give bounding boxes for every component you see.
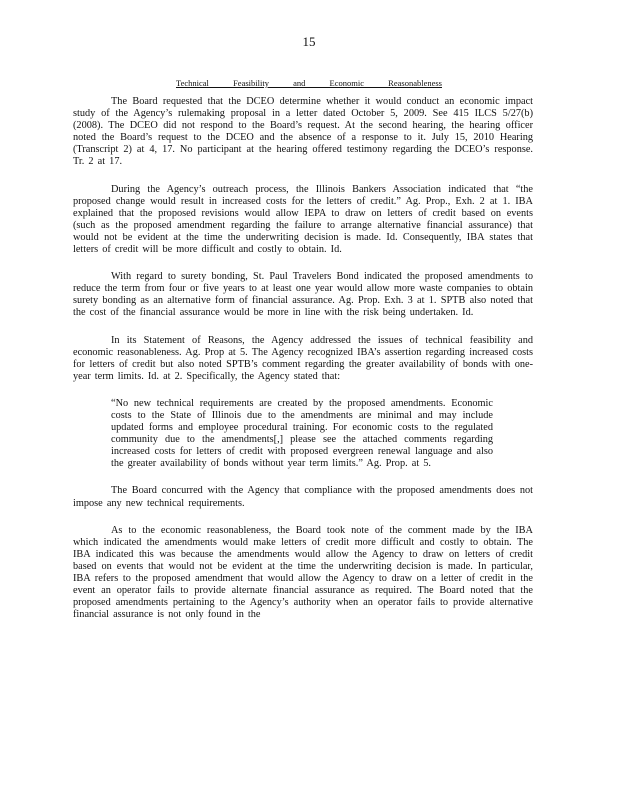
paragraph-board-concur: The Board concurred with the Agency that compliance with the proposed amendments does not impose any new technical requirements. <box>73 485 533 509</box>
paragraph-outreach-iba: During the Agency’s outreach process, the Illinois Bankers Association indicated that “the proposed change would result in increased costs for the letters of credit.” Ag. Prop., Exh. 2 at 1. IBA explained that the proposed revisions would allow IEPA to draw on letters of credit based on events (such as the proposed amendment regarding the failure to arrange alternative financial assurance) that would not be evident at the time the underwriting decision is made. Id. Consequently, IBA states that letters of credit will be more difficult and costly to obtain. Id. <box>73 183 533 256</box>
paragraph-statement-of-reasons: In its Statement of Reasons, the Agency addressed the issues of technical feasibility and economic reasonableness. Ag. Prop at 5. The Agency recognized IBA’s assertion regarding increased costs for letters of credit but also noted SPTB’s comment regarding the greater availability of bonds with one-year term limits. Id. at 2. Specifically, the Agency stated that: <box>73 334 533 382</box>
document-body <box>73 96 533 636</box>
page-number: 15 <box>302 34 316 49</box>
block-quote-agency: “No new technical requirements are created by the proposed amendments. Economic costs to the State of Illinois due to the amendments are minimal and may include updated forms and employee procedural training. For economic costs to the regulated community due to the amendments[,] please see the attached comments regarding increased costs for letters of credit with proposed evergreen renewal language and also the greater availability of bonds without year term limits.” Ag. Prop. at 5. <box>111 397 493 470</box>
section-heading: Technical Feasibility and Economic Reasonableness <box>176 78 442 88</box>
paragraph-dceo-request: The Board requested that the DCEO determine whether it would conduct an economic impact study of the Agency’s rulemaking proposal in a letter dated October 5, 2009. See 415 ILCS 5/27(b) (2008). The DCEO did not respond to the Board’s request. At the second hearing, the hearing officer noted the Board’s request to the DCEO and the absence of a response to it. July 15, 2010 Hearing (Transcript 2) at 4, 17. No participant at the hearing offered testimony regarding the DCEO’s response. Tr. 2 at 17. <box>73 96 533 168</box>
paragraph-economic-reasonableness: As to the economic reasonableness, the Board took note of the comment made by the IBA which indicated the amendments would make letters of credit more difficult and costly to obtain. The IBA indicated this was because the amendments would allow the Agency to draw on letters of credit based on events that would not be evident at the time the underwriting decision is made. In particular, IBA refers to the proposed amendment that would allow the Agency to draw on a letter of credit in the event an operator fails to provide alternate financial assurance as required. The Board noted that the proposed amendments pertaining to the Agency’s authority when an operator fails to provide alternative financial assurance is not only found in the <box>73 524 533 621</box>
paragraph-surety-bonding: With regard to surety bonding, St. Paul Travelers Bond indicated the proposed amendments to reduce the term from four or five years to at least one year would allow more waste companies to obtain surety bonding as an alternative form of financial assurance. Ag. Prop. Exh. 3 at 1. SPTB also noted that the cost of the financial assurance would be more in line with the risk being undertaken. Id. <box>73 271 533 319</box>
